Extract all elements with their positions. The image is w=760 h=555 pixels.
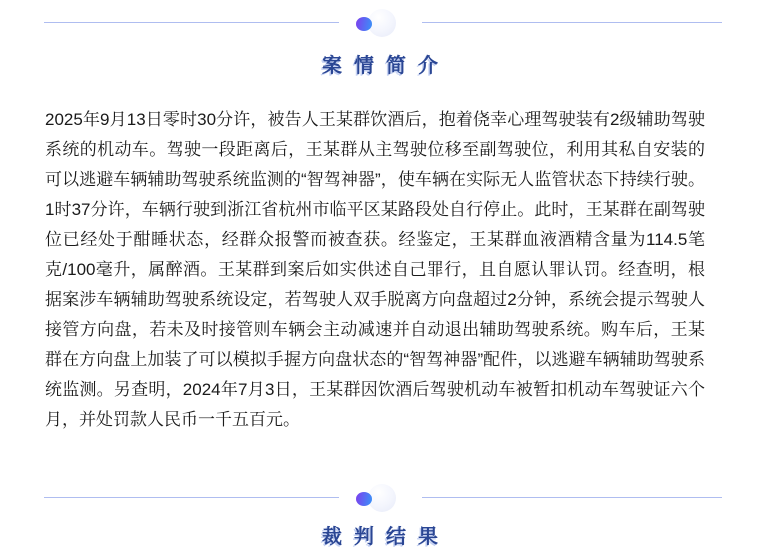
divider-line-left (44, 22, 339, 23)
ornament-gradient-dot-icon (356, 492, 372, 506)
ornament-gradient-dot-icon (356, 17, 372, 31)
section-title-case-summary: 案情简介 (322, 55, 450, 77)
ornament-large-circle-icon (368, 484, 396, 512)
divider-line-left (44, 497, 339, 498)
section-divider-top (0, 0, 760, 46)
section-divider-bottom (0, 475, 760, 521)
case-summary-text: 2025年9月13日零时30分许，被告人王某群饮酒后，抱着侥幸心理驾驶装有2级辅助驾驶系统的机动车。驾驶一段距离后，王某群从主驾驶位移至副驾驶位，利用其私自安装的可以逃避车辆辅助驾驶系统监测的“智驾神器”，使车辆在实际无人监管状态下持续行驶。1时37分许，车辆行驶到浙江省杭州市临平区某路段处自行停止。此时，王某群在副驾驶位已经处于酣睡状态，经群众报警而被查获。经鉴定，王某群血液酒精含量为114.5笔克/100毫升，属醉酒。王某群到案后如实供述自己罪行，且自愿认罪认罚。经查明，根据案涉车辆辅助驾驶系统设定，若驾驶人双手脱离方向盘超过2分钟，系统会提示驾驶人接管方向盘，若未及时接管则车辆会主动减速并自动退出辅助驾驶系统。购车后，王某群在方向盘上加装了可以模拟手握方向盘状态的“智驾神器”配件，以逃避车辆辅助驾驶系统监测。另查明，2024年7月3日，王某群因饮酒后驾驶机动车被暂扣机动车驾驶证六个月，并处罚款人民币一千五百元。 (45, 110, 705, 429)
ornament-large-circle-icon (368, 9, 396, 37)
divider-line-right (422, 497, 722, 498)
section-title-judgment-result: 裁判结果 (322, 526, 450, 548)
divider-line-right (422, 22, 722, 23)
